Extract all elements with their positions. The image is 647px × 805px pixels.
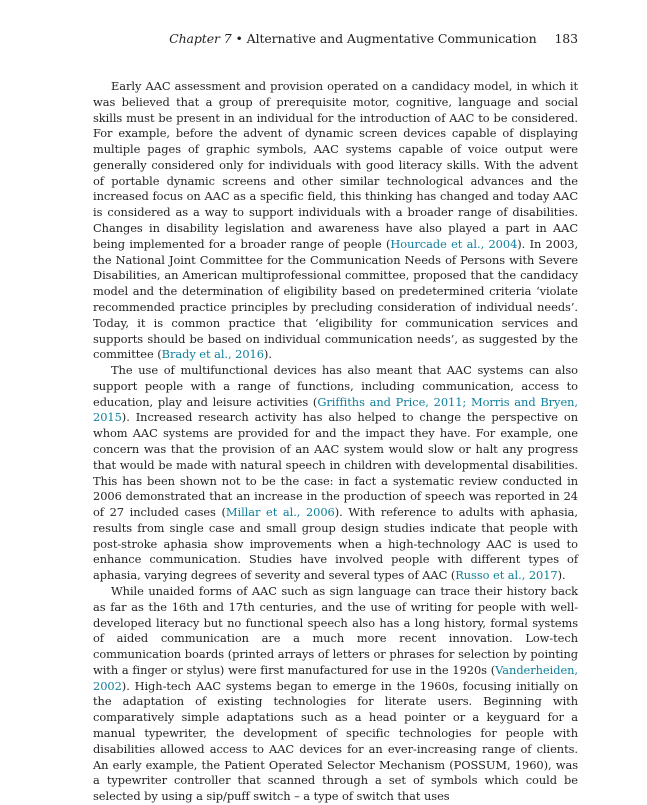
text-run: ). High-tech AAC systems began to emerge in the 1960s, focusing initially on the adaptation of existing technologies for literate users. Beginning with comparatively simple adaptations such as a head pointer or a keyguard for a manual typewriter, the development of specific technologies for people with disabilities allowed access to AAC devices for an ever-increasing range of clients. An early example, the Patient Operated Selector Mechanism (POSSUM, 1960), was a typewriter controller that scanned through a set of symbols which could be selected by using a sip/puff switch – a type of switch that uses bbox=[93, 678, 578, 804]
text-run: ). Increased research activity has also helped to change the perspective on whom AAC systems are provided for and the impact they have. For example, one concern was that the provision of an AAC system would slow or halt any progress that would be made with natural speech in children with developmental disabilities. This has been shown not to be the case: in fact a systematic review conducted in 2006 demonstrated that an increase in the production of speech was reported in 24 of 27 included cases ( bbox=[93, 410, 578, 520]
text-run: ). With reference to adults with aphasia, results from single case and small group design studies indicate that people with post-stroke aphasia show improvements when a high-technology AAC is used to enhance communication. Studies have involved people with different types of aphasia, varying degrees of severity and several types of AAC ( bbox=[93, 505, 578, 583]
paragraph bbox=[93, 79, 578, 363]
paragraph bbox=[93, 363, 578, 584]
paragraph bbox=[93, 584, 578, 805]
citation-link[interactable]: Russo et al., 2017 bbox=[455, 568, 558, 583]
text-run: ). bbox=[557, 568, 566, 583]
citation-link[interactable]: Vanderheiden, 2002 bbox=[93, 662, 578, 693]
header-bullet: • bbox=[235, 31, 243, 46]
chapter-label: Chapter 7 bbox=[169, 31, 232, 46]
page-number: 183 bbox=[554, 31, 578, 46]
citation-link[interactable]: Griffiths and Price, 2011; Morris and Bryen, 2015 bbox=[93, 394, 578, 425]
citation-link[interactable]: Hourcade et al., 2004 bbox=[390, 236, 518, 251]
body-text bbox=[93, 79, 578, 805]
chapter-title: Alternative and Augmentative Communication bbox=[246, 31, 537, 46]
citation-link[interactable]: Millar et al., 2006 bbox=[225, 505, 335, 520]
text-run: The use of multifunctional devices has also meant that AAC systems can also support people with a range of functions, including communication, access to education, play and leisure activities ( bbox=[93, 363, 578, 409]
text-run: Early AAC assessment and provision operated on a candidacy model, in which it was believed that a group of prerequisite motor, cognitive, language and social skills must be present in an individual for the introduction of AAC to be considered. For example, before the advent of dynamic screen devices capable of displaying multiple pages of graphic symbols, AAC systems capable of voice output were generally considered only for individuals with good literacy skills. With the advent of portable dynamic screens and other similar technological advances and the increased focus on AAC as a specific field, this thinking has changed and today AAC is considered as a way to support individuals with a broader range of disabilities. Changes in disability legislation and awareness have also played a part in AAC being implemented for a broader range of people ( bbox=[93, 79, 578, 251]
text-run: While unaided forms of AAC such as sign language can trace their history back as far as the 16th and 17th centuries, and the use of writing for people with well-developed literacy but no functional speech also has a long history, formal systems of aided communication are a much more recent innovation. Low-tech communication boards (printed arrays of letters or phrases for selection by pointing with a finger or stylus) were first manufactured for use in the 1920s ( bbox=[93, 584, 578, 677]
text-run: ). bbox=[263, 347, 272, 362]
text-run: ). In 2003, the National Joint Committee for the Communication Needs of Persons with Severe Disabilities, an American multiprofessional committee, proposed that the candidacy model and the determination of eligibility based on predetermined criteria ‘violate recommended practice principles by precluding consideration of individual needs’. Today, it is common practice that ‘eligibility for communication services and supports should be based on individual communication needs’, as suggested by the committee ( bbox=[93, 236, 579, 362]
running-header bbox=[169, 31, 578, 46]
citation-link[interactable]: Brady et al., 2016 bbox=[161, 347, 264, 362]
